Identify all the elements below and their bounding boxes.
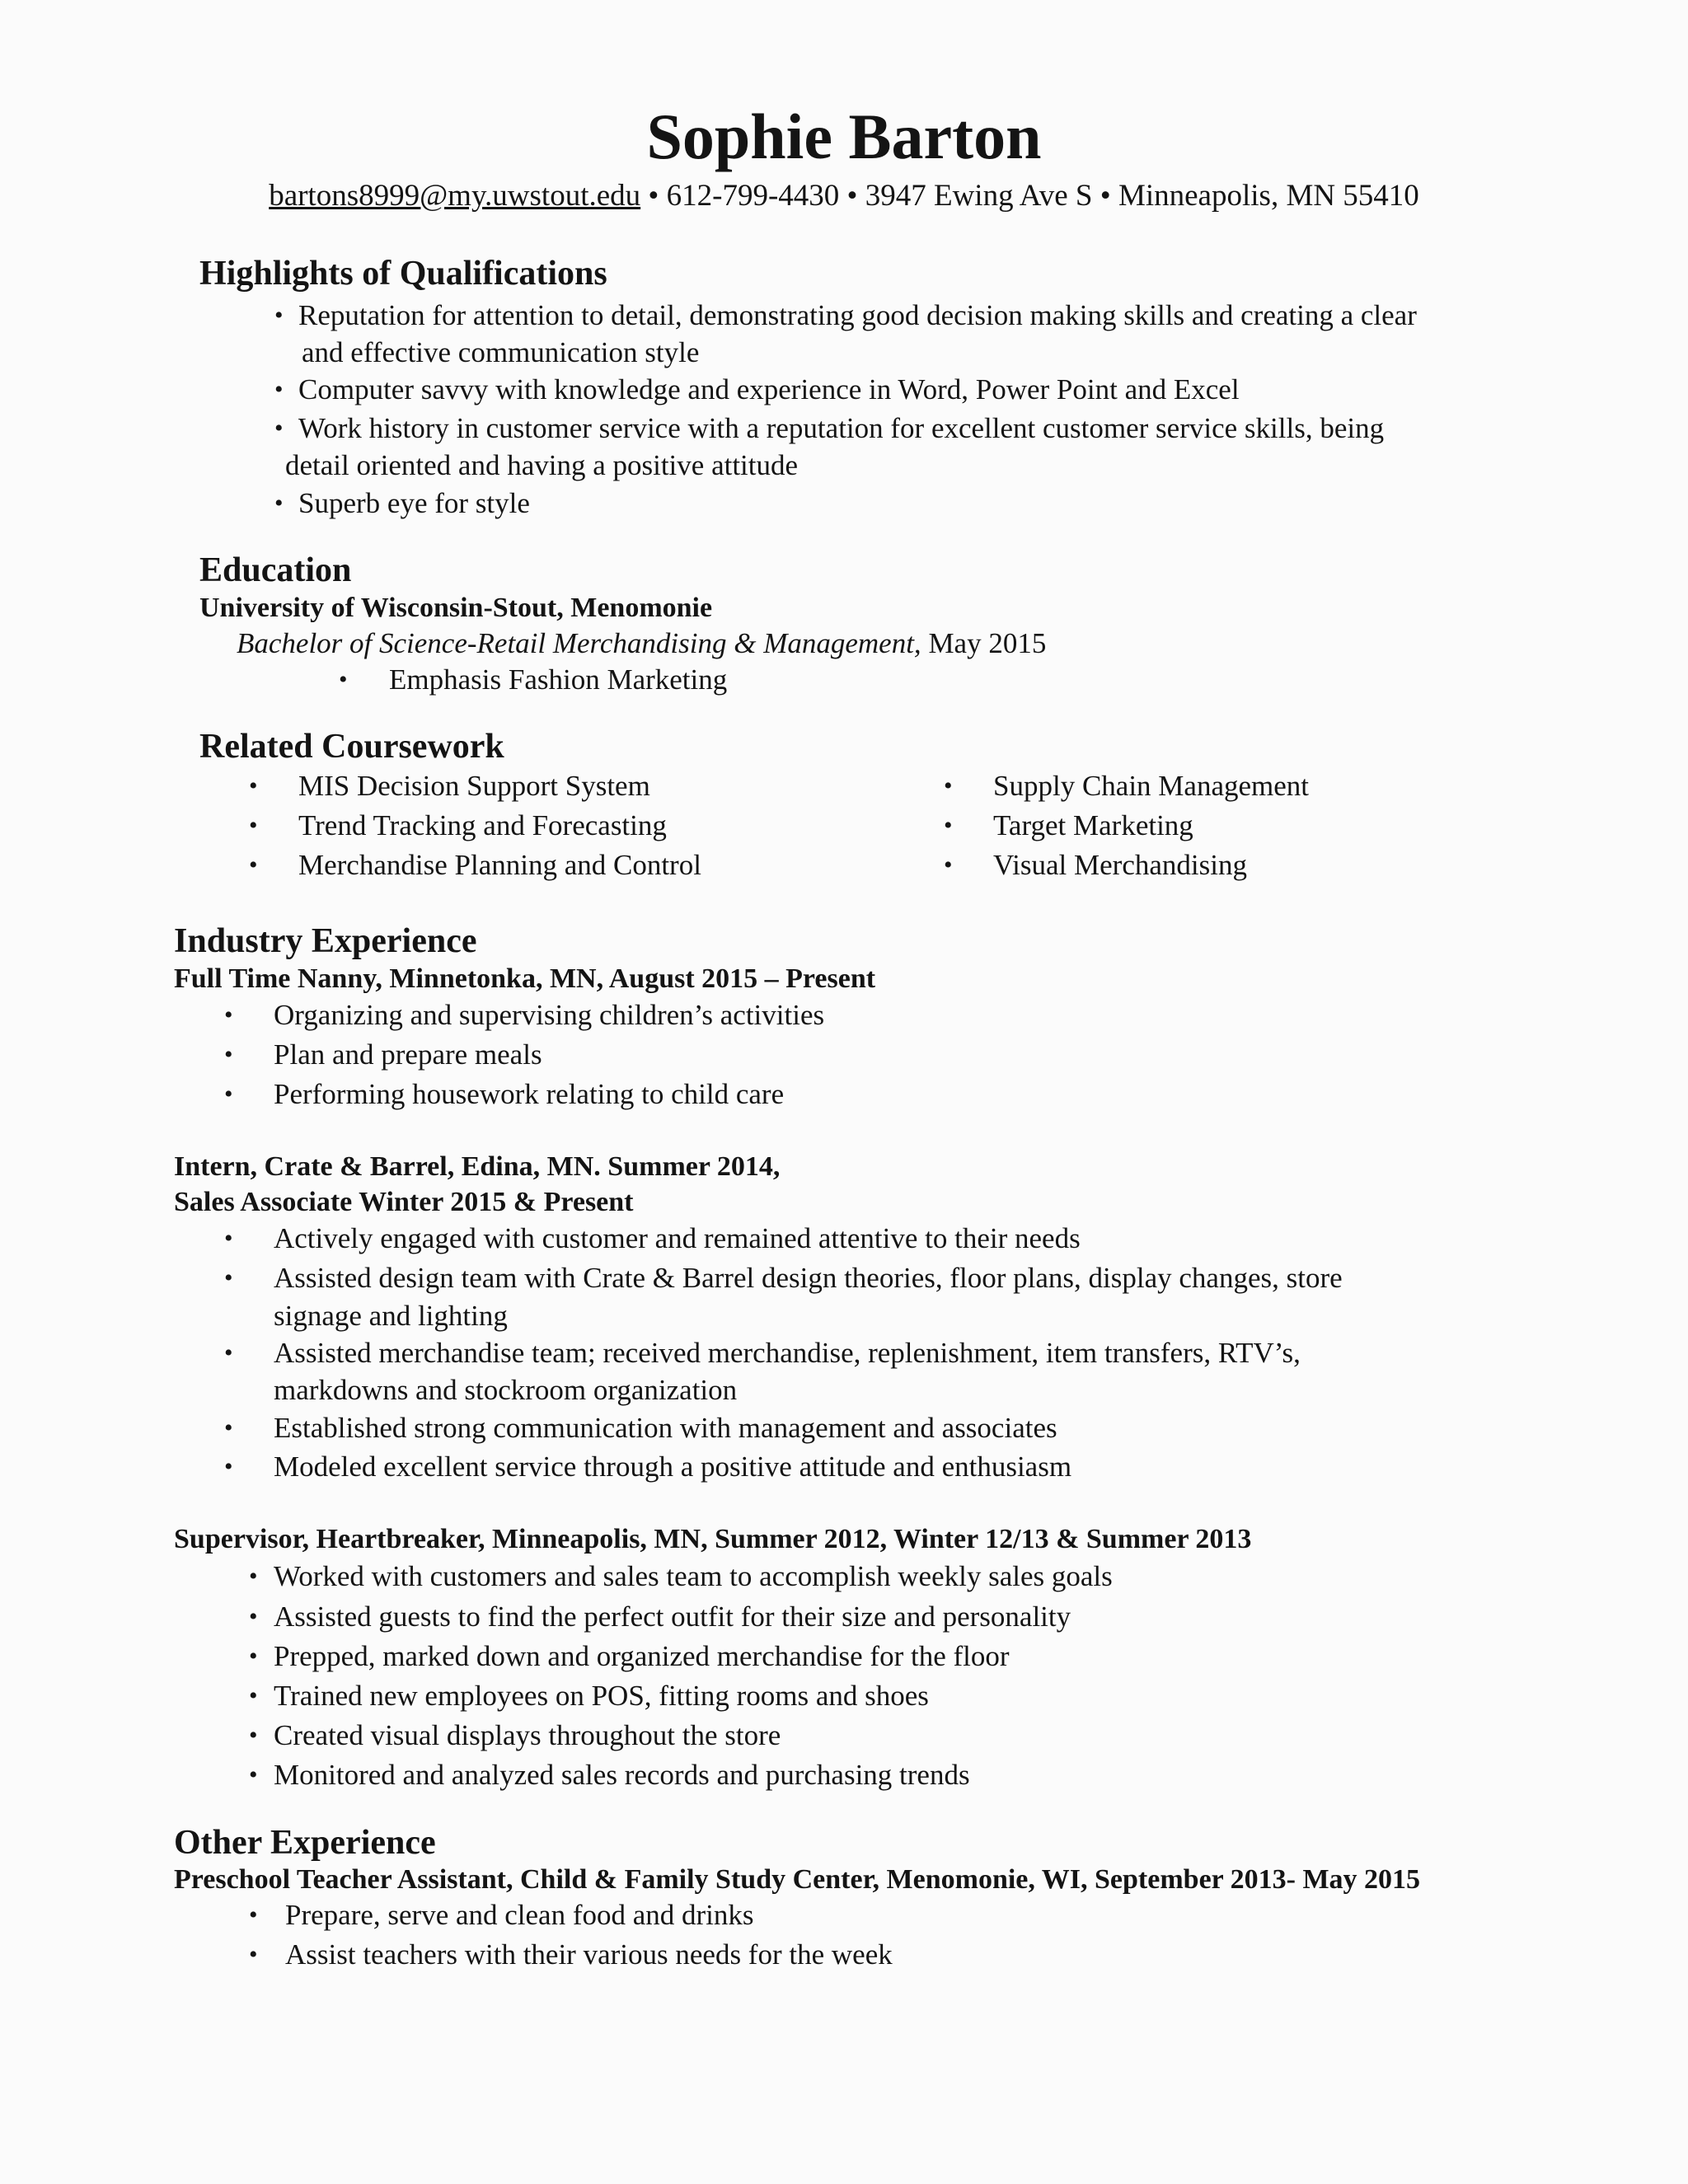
bullet-icon: • (249, 1603, 258, 1630)
job-duty-continuation: markdowns and stockroom organization (274, 1374, 738, 1406)
bullet-icon: • (944, 772, 953, 799)
job-duty: Actively engaged with customer and remained attentive to their needs (274, 1222, 1081, 1254)
bullet-icon: • (224, 1001, 233, 1029)
job-duty: Assist teachers with their various needs for the week (285, 1938, 893, 1971)
highlight-item-continuation: and effective communication style (302, 336, 700, 368)
job-heading: Intern, Crate & Barrel, Edina, MN. Summer 2014, (174, 1151, 781, 1182)
job-heading: Preschool Teacher Assistant, Child & Family Study Center, Menomonie, WI, September 2013- May 2015 (174, 1864, 1421, 1895)
bullet-icon: • (339, 666, 348, 693)
degree-line (237, 626, 1046, 662)
other-experience-heading: Other Experience (174, 1824, 436, 1862)
job-duty: Established strong communication with management and associates (274, 1412, 1057, 1444)
bullet-icon: • (249, 1563, 258, 1590)
highlight-item: Work history in customer service with a reputation for excellent customer service skills, being (298, 412, 1385, 444)
bullet-icon: • (249, 851, 258, 879)
bullet-icon: • (274, 302, 284, 329)
job-duty: Worked with customers and sales team to accomplish weekly sales goals (274, 1560, 1113, 1592)
contact-details: • 612-799-4430 • 3947 Ewing Ave S • Minneapolis, MN 55410 (640, 179, 1419, 213)
school-name: University of Wisconsin-Stout, Menomonie (199, 593, 713, 623)
candidate-name: Sophie Barton (646, 101, 1042, 172)
highlight-item-continuation: detail oriented and having a positive attitude (285, 449, 799, 481)
contact-line (0, 176, 1688, 216)
education-heading: Education (199, 551, 352, 589)
job-heading-continuation: Sales Associate Winter 2015 & Present (174, 1187, 634, 1217)
bullet-icon: • (944, 851, 953, 879)
job-heading: Full Time Nanny, Minnetonka, MN, August 2015 – Present (174, 963, 876, 994)
bullet-icon: • (274, 415, 284, 442)
bullet-icon: • (249, 772, 258, 799)
course-item: Trend Tracking and Forecasting (298, 809, 667, 841)
highlight-item: Reputation for attention to detail, demonstrating good decision making skills and creating a clear (298, 299, 1417, 331)
job-heading: Supervisor, Heartbreaker, Minneapolis, MN, Summer 2012, Winter 12/13 & Summer 2013 (174, 1524, 1252, 1554)
bullet-icon: • (224, 1264, 233, 1291)
job-duty: Assisted design team with Crate & Barrel design theories, floor plans, display changes, store (274, 1262, 1343, 1294)
bullet-icon: • (249, 1682, 258, 1709)
bullet-icon: • (249, 1722, 258, 1749)
bullet-icon: • (274, 490, 284, 517)
bullet-icon: • (249, 1941, 258, 1968)
degree-title: Bachelor of Science-Retail Merchandising & Management, (237, 627, 921, 659)
highlight-item: Computer savvy with knowledge and experience in Word, Power Point and Excel (298, 373, 1240, 405)
industry-heading: Industry Experience (174, 922, 477, 960)
email-link[interactable]: bartons8999@my.uwstout.edu (269, 179, 641, 213)
degree-date: May 2015 (921, 627, 1047, 659)
course-item: MIS Decision Support System (298, 770, 650, 802)
job-duty: Monitored and analyzed sales records and purchasing trends (274, 1759, 970, 1791)
bullet-icon: • (249, 1643, 258, 1670)
bullet-icon: • (224, 1453, 233, 1480)
job-duty-continuation: signage and lighting (274, 1300, 508, 1332)
bullet-icon: • (224, 1080, 233, 1108)
job-duty: Assisted merchandise team; received merchandise, replenishment, item transfers, RTV’s, (274, 1337, 1301, 1369)
job-duty: Prepare, serve and clean food and drinks (285, 1899, 754, 1931)
job-duty: Prepped, marked down and organized merchandise for the floor (274, 1640, 1010, 1672)
job-duty: Created visual displays throughout the store (274, 1719, 781, 1751)
job-duty: Trained new employees on POS, fitting rooms and shoes (274, 1680, 929, 1712)
highlight-item: Superb eye for style (298, 487, 530, 519)
job-duty: Plan and prepare meals (274, 1038, 542, 1071)
coursework-heading: Related Coursework (199, 728, 504, 766)
course-item: Target Marketing (993, 809, 1193, 841)
highlights-heading: Highlights of Qualifications (199, 255, 607, 293)
bullet-icon: • (274, 376, 284, 403)
job-duty: Assisted guests to find the perfect outfit for their size and personality (274, 1601, 1071, 1633)
bullet-icon: • (249, 1901, 258, 1929)
course-item: Visual Merchandising (993, 849, 1247, 881)
emphasis-item: Emphasis Fashion Marketing (389, 663, 728, 696)
bullet-icon: • (224, 1339, 233, 1366)
course-item: Merchandise Planning and Control (298, 849, 701, 881)
job-duty: Organizing and supervising children’s activities (274, 999, 825, 1031)
bullet-icon: • (224, 1041, 233, 1068)
bullet-icon: • (249, 1761, 258, 1788)
bullet-icon: • (249, 812, 258, 839)
bullet-icon: • (224, 1225, 233, 1252)
bullet-icon: • (944, 812, 953, 839)
bullet-icon: • (224, 1414, 233, 1441)
job-duty: Modeled excellent service through a positive attitude and enthusiasm (274, 1451, 1072, 1483)
job-duty: Performing housework relating to child care (274, 1078, 785, 1110)
course-item: Supply Chain Management (993, 770, 1310, 802)
